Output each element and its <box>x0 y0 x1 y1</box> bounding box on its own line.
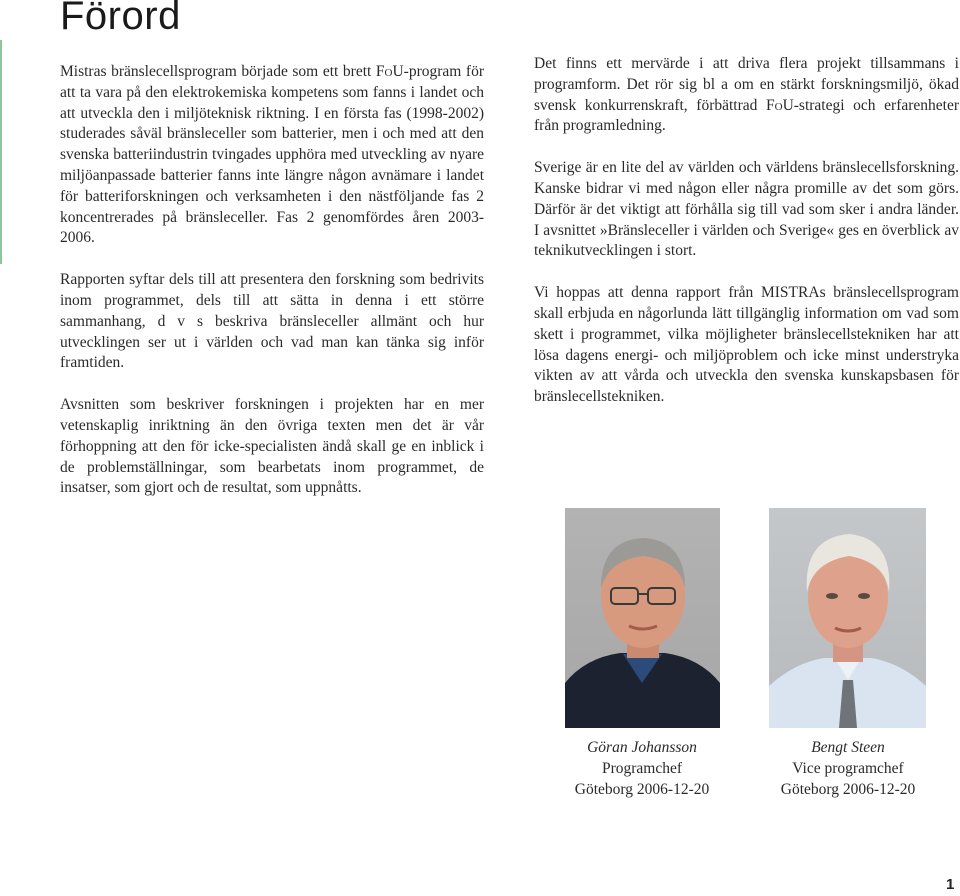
portrait-goran-johansson <box>565 508 720 728</box>
signatory-role: Programchef <box>601 759 683 777</box>
portrait-illustration <box>769 508 926 728</box>
page-title: Förord <box>60 0 181 38</box>
abbr-fou: FoU <box>766 96 794 114</box>
margin-accent-bar <box>0 40 2 264</box>
left-paragraph-2: Rapporten syftar dels till att presentera den forskning som bedrivits inom programmet, dels till att sätta in denna i ett större sammanhang, d v s beskriva bränsleceller allmänt och hur utvecklingen ser ut i världen och vad man kan tänka sig inför framtiden. <box>60 271 484 372</box>
abbr-mistra: MISTRA <box>760 284 820 302</box>
text-run: -program för att ta vara på den elektrokemiska kompetens som fanns i landet och att utveckla den i miljöteknisk riktning. I en första fas (1998-2002) studerades såväl bränsleceller som batterier, men i och med att den svenska batteriindustrin tvingades upphöra med utveckling av nyare miljöanpassade batterier fanns inte längre någon avnämare i landet för batteriforskningen och verksamheten i den nästföljande fas 2 koncentrerades på bränsleceller. Fas 2 genomfördes åren 2003-2006. <box>60 63 485 247</box>
signatory-name: Göran Johansson <box>587 739 697 756</box>
left-column <box>60 62 484 520</box>
right-paragraph-3 <box>534 283 959 408</box>
portrait-illustration <box>565 508 720 728</box>
text-run: Mistras bränslecellsprogram började som ett brett <box>60 63 376 80</box>
text-run: Vi hoppas att denna rapport från <box>534 284 761 302</box>
text-run: Det finns ett mervärde i att driva flera projekt tillsammans i programform. Det rör sig bl a om en stärkt forskningsmiljö, ökad svensk konkurrenskraft, förbättrad <box>534 55 959 114</box>
page-number: 1 <box>946 876 955 893</box>
signatory-place-date: Göteborg 2006-12-20 <box>780 780 916 798</box>
right-paragraph-2: Sverige är en lite del av världen och världens bränslecellsforskning. Kanske bidrar vi med någon eller några promille av det som görs. Därför är det viktigt att förhålla sig till vad som sker i andra länder. I avsnittet »Bränsleceller i världen och Sverige« ges en överblick av teknikutvecklingen i stort. <box>534 159 959 260</box>
signatory-place-date: Göteborg 2006-12-20 <box>574 780 710 798</box>
left-paragraph-3: Avsnitten som beskriver forskningen i projekten har en mer vetenskaplig inriktning än den övriga texten men det är vår förhoppning att den för icke-specialisten ändå skall ge en inblick i de problemställningar, som bearbetats inom programmet, de insatser, som gjort och de resultat, som uppnåtts. <box>60 396 484 497</box>
signature-bengt-steen <box>753 738 943 800</box>
portrait-bengt-steen <box>769 508 926 728</box>
signatory-name: Bengt Steen <box>811 739 885 756</box>
signatory-role: Vice programchef <box>792 759 904 777</box>
left-paragraph-1 <box>60 62 484 249</box>
right-column <box>534 54 959 429</box>
text-run: s bränslecellsprogram skall erbjuda en någorlunda lätt tillgänglig information om vad som skett i programmet, vilka möjligheter bränslecellstekniken har att lösa dagens energi- och miljöproblem och icke minst understryka vikten av att vårda och utveckla den svenska kunskapsbasen för bränslecellstekniken. <box>534 284 959 406</box>
text-run: -strategi och erfarenheter från programledning. <box>534 96 959 135</box>
abbr-fou: FoU <box>375 63 404 80</box>
right-paragraph-1 <box>534 54 959 137</box>
signature-goran-johansson <box>547 738 737 800</box>
